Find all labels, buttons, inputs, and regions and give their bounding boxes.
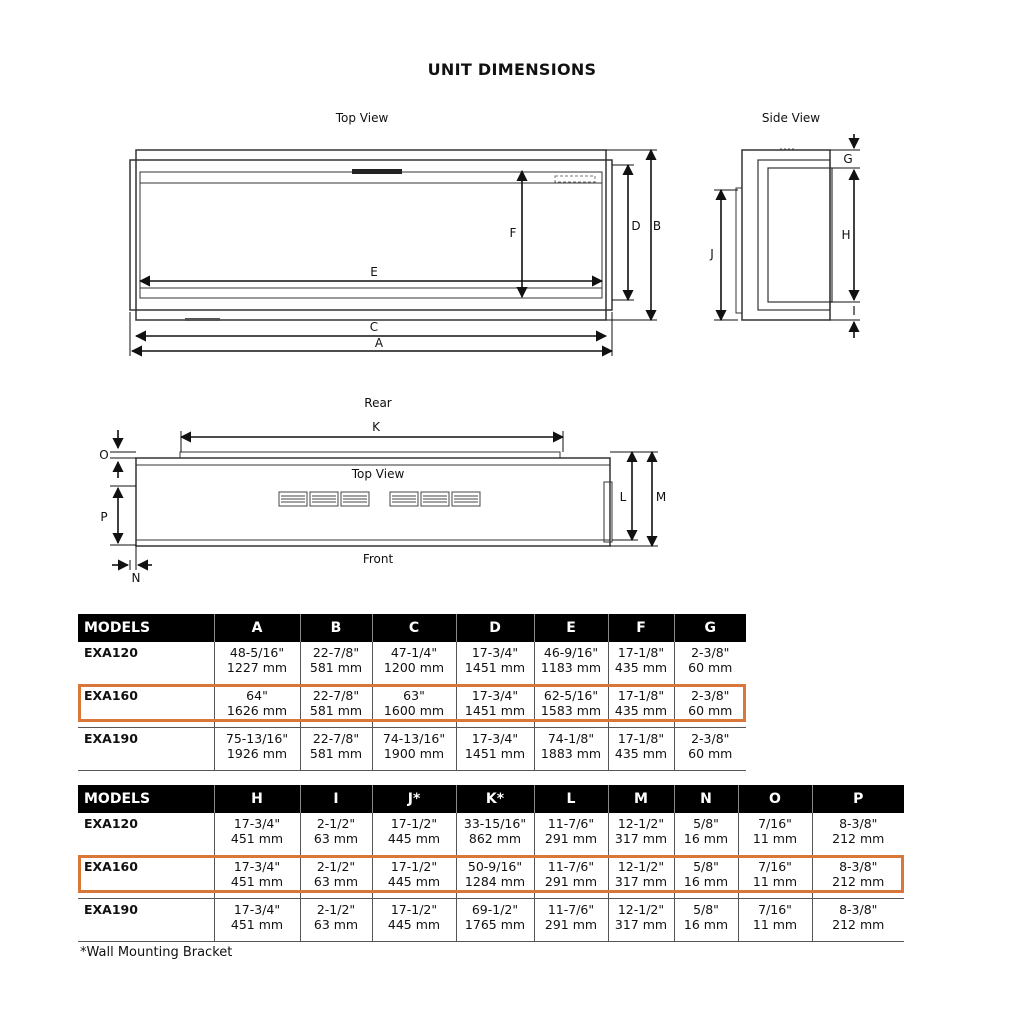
dimension-mm: 60 mm bbox=[688, 746, 733, 761]
dimension-cell bbox=[456, 813, 534, 856]
dimension-cell bbox=[214, 728, 300, 771]
dimension-mm: 1765 mm bbox=[464, 917, 526, 932]
dimension-cell bbox=[674, 856, 738, 899]
dimension-mm: 16 mm bbox=[683, 874, 729, 889]
dimension-inches: 11-7/6" bbox=[547, 902, 595, 917]
dim-label-I: I bbox=[852, 304, 856, 318]
dim-label-E: E bbox=[370, 265, 378, 279]
dimension-cell bbox=[456, 899, 534, 942]
dimension-inches: 2-3/8" bbox=[691, 731, 730, 746]
model-name: EXA120 bbox=[78, 813, 214, 856]
dimension-inches: 7/16" bbox=[758, 902, 792, 917]
front-label: Front bbox=[362, 552, 394, 566]
dimension-inches: 7/16" bbox=[758, 859, 792, 874]
dimension-mm: 1451 mm bbox=[464, 703, 526, 718]
dimension-inches: 22-7/8" bbox=[312, 645, 360, 660]
dimension-inches: 11-7/6" bbox=[547, 859, 595, 874]
dimension-inches: 8-3/8" bbox=[839, 902, 878, 917]
dimension-inches: 33-15/16" bbox=[463, 816, 527, 831]
dim-label-C: C bbox=[369, 320, 379, 334]
dimension-inches: 48-5/16" bbox=[229, 645, 285, 660]
dimension-cell bbox=[738, 899, 812, 942]
column-header: C bbox=[372, 614, 456, 642]
table-row bbox=[78, 728, 746, 771]
column-header: A bbox=[214, 614, 300, 642]
dim-label-A: A bbox=[374, 336, 384, 350]
dimension-cell bbox=[372, 642, 456, 685]
dimension-mm: 1626 mm bbox=[226, 703, 288, 718]
model-name: EXA120 bbox=[78, 642, 214, 685]
dimension-inches: 5/8" bbox=[693, 816, 719, 831]
dimension-inches: 2-1/2" bbox=[316, 902, 356, 917]
dimension-cell bbox=[608, 642, 674, 685]
side-view-label: Side View bbox=[761, 111, 821, 125]
dimension-cell bbox=[608, 856, 674, 899]
dimension-inches: 22-7/8" bbox=[312, 688, 360, 703]
dimension-inches: 75-13/16" bbox=[225, 731, 289, 746]
dimension-mm: 63 mm bbox=[313, 917, 359, 932]
dimension-cell bbox=[456, 642, 534, 685]
dimension-cell bbox=[674, 813, 738, 856]
dimension-mm: 63 mm bbox=[313, 874, 359, 889]
dimension-mm: 16 mm bbox=[683, 831, 729, 846]
dimension-inches: 64" bbox=[246, 688, 268, 703]
dimension-cell bbox=[674, 642, 746, 685]
dimension-cell bbox=[456, 685, 534, 728]
dimension-mm: 451 mm bbox=[230, 874, 284, 889]
dimension-cell bbox=[300, 728, 372, 771]
top-view-2-label: Top View bbox=[351, 467, 405, 481]
dimension-mm: 1200 mm bbox=[383, 660, 445, 675]
dimension-cell bbox=[456, 856, 534, 899]
dimension-inches: 12-1/2" bbox=[617, 859, 665, 874]
table-row bbox=[78, 685, 746, 728]
dimension-cell bbox=[608, 685, 674, 728]
dim-label-M: M bbox=[655, 490, 667, 504]
dimension-cell bbox=[300, 685, 372, 728]
column-header: D bbox=[456, 614, 534, 642]
dimension-mm: 1583 mm bbox=[540, 703, 602, 718]
dimension-mm: 1926 mm bbox=[226, 746, 288, 761]
table-row bbox=[78, 899, 904, 942]
dimension-mm: 291 mm bbox=[544, 874, 598, 889]
dimension-inches: 69-1/2" bbox=[471, 902, 519, 917]
dimension-cell bbox=[812, 856, 904, 899]
dimension-cell bbox=[300, 856, 372, 899]
dimension-inches: 17-3/4" bbox=[471, 731, 519, 746]
table-row bbox=[78, 856, 904, 899]
model-name: EXA160 bbox=[78, 856, 214, 899]
dimension-mm: 317 mm bbox=[614, 831, 668, 846]
dimension-inches: 17-3/4" bbox=[471, 645, 519, 660]
dimension-inches: 17-1/8" bbox=[617, 688, 665, 703]
dimension-inches: 2-3/8" bbox=[691, 645, 730, 660]
dimension-inches: 17-3/4" bbox=[233, 816, 281, 831]
dim-label-H: H bbox=[841, 228, 851, 242]
top-view-unit bbox=[130, 150, 612, 321]
dim-label-G: G bbox=[843, 152, 853, 166]
dimension-inches: 11-7/6" bbox=[547, 816, 595, 831]
model-name: EXA190 bbox=[78, 899, 214, 942]
models-column-header: MODELS bbox=[78, 785, 214, 813]
dimension-mm: 11 mm bbox=[752, 917, 798, 932]
dimension-cell bbox=[372, 728, 456, 771]
dimension-inches: 17-3/4" bbox=[233, 902, 281, 917]
dimension-mm: 1451 mm bbox=[464, 746, 526, 761]
dimension-inches: 17-1/2" bbox=[390, 859, 438, 874]
dimension-inches: 8-3/8" bbox=[839, 859, 878, 874]
table-header-row bbox=[78, 614, 746, 642]
dim-label-K: K bbox=[372, 420, 380, 434]
page-title: UNIT DIMENSIONS bbox=[427, 60, 597, 79]
dimension-cell bbox=[214, 813, 300, 856]
dimension-mm: 1227 mm bbox=[226, 660, 288, 675]
model-name: EXA190 bbox=[78, 728, 214, 771]
dimension-inches: 8-3/8" bbox=[839, 816, 878, 831]
dimension-mm: 60 mm bbox=[688, 703, 733, 718]
dimension-mm: 862 mm bbox=[468, 831, 522, 846]
dimension-cell bbox=[534, 642, 608, 685]
dimension-cell bbox=[456, 728, 534, 771]
dimension-mm: 317 mm bbox=[614, 917, 668, 932]
dimension-mm: 291 mm bbox=[544, 831, 598, 846]
dimension-cell bbox=[608, 813, 674, 856]
dimension-cell bbox=[534, 685, 608, 728]
dimension-inches: 63" bbox=[403, 688, 425, 703]
dimension-cell bbox=[534, 728, 608, 771]
dimension-mm: 317 mm bbox=[614, 874, 668, 889]
dimension-inches: 2-1/2" bbox=[316, 859, 356, 874]
top-view-label: Top View bbox=[335, 111, 389, 125]
dim-label-L: L bbox=[619, 490, 627, 504]
dimension-cell bbox=[738, 856, 812, 899]
dimension-mm: 435 mm bbox=[614, 703, 668, 718]
table-row bbox=[78, 642, 746, 685]
dimension-inches: 17-3/4" bbox=[233, 859, 281, 874]
dimension-mm: 212 mm bbox=[832, 874, 885, 889]
column-header: L bbox=[534, 785, 608, 813]
dimension-inches: 62-5/16" bbox=[543, 688, 599, 703]
dimension-mm: 435 mm bbox=[614, 746, 668, 761]
dimension-inches: 22-7/8" bbox=[312, 731, 360, 746]
dim-label-B: B bbox=[652, 219, 662, 233]
dimension-cell bbox=[812, 899, 904, 942]
dim-label-J: J bbox=[710, 247, 714, 261]
column-header: O bbox=[738, 785, 812, 813]
dimension-mm: 445 mm bbox=[387, 917, 441, 932]
dimension-inches: 12-1/2" bbox=[617, 816, 665, 831]
model-name: EXA160 bbox=[78, 685, 214, 728]
column-header: M bbox=[608, 785, 674, 813]
dimension-cell bbox=[534, 856, 608, 899]
dimension-inches: 17-3/4" bbox=[471, 688, 519, 703]
column-header: J* bbox=[372, 785, 456, 813]
dimensions-table-a-g bbox=[78, 614, 746, 771]
dimension-mm: 581 mm bbox=[309, 660, 363, 675]
dimension-cell bbox=[608, 728, 674, 771]
dimension-mm: 445 mm bbox=[387, 874, 441, 889]
dim-label-F: F bbox=[509, 226, 517, 240]
footnote: *Wall Mounting Bracket bbox=[80, 945, 233, 960]
column-header: N bbox=[674, 785, 738, 813]
dimension-inches: 47-1/4" bbox=[390, 645, 438, 660]
dimension-inches: 17-1/8" bbox=[617, 645, 665, 660]
models-column-header: MODELS bbox=[78, 614, 214, 642]
dimension-mm: 581 mm bbox=[309, 746, 363, 761]
dimension-cell bbox=[214, 899, 300, 942]
dimension-mm: 581 mm bbox=[309, 703, 363, 718]
dimension-mm: 445 mm bbox=[387, 831, 441, 846]
side-view-unit bbox=[736, 149, 832, 320]
column-header: E bbox=[534, 614, 608, 642]
dimension-cell bbox=[372, 813, 456, 856]
dimension-mm: 1284 mm bbox=[464, 874, 526, 889]
dimension-cell bbox=[812, 813, 904, 856]
rear-view-dimension-lines bbox=[110, 430, 658, 570]
dimension-cell bbox=[300, 899, 372, 942]
dimension-cell bbox=[300, 642, 372, 685]
column-header: P bbox=[812, 785, 904, 813]
dimension-cell bbox=[608, 899, 674, 942]
column-header: I bbox=[300, 785, 372, 813]
dimension-cell bbox=[674, 728, 746, 771]
top-view-dimension-lines bbox=[130, 150, 657, 356]
table-row bbox=[78, 813, 904, 856]
dimension-cell bbox=[738, 813, 812, 856]
dimension-inches: 7/16" bbox=[758, 816, 792, 831]
dimension-inches: 17-1/8" bbox=[617, 731, 665, 746]
rear-label: Rear bbox=[364, 396, 392, 410]
dimension-inches: 17-1/2" bbox=[390, 816, 438, 831]
column-header: F bbox=[608, 614, 674, 642]
dimension-mm: 212 mm bbox=[832, 831, 885, 846]
dimension-mm: 1600 mm bbox=[383, 703, 445, 718]
dim-label-N: N bbox=[131, 571, 141, 585]
dimension-cell bbox=[372, 856, 456, 899]
dimension-mm: 1900 mm bbox=[383, 746, 445, 761]
dimension-mm: 1183 mm bbox=[540, 660, 602, 675]
dimension-mm: 291 mm bbox=[544, 917, 598, 932]
dim-label-P: P bbox=[100, 510, 108, 524]
dimension-mm: 1883 mm bbox=[540, 746, 602, 761]
dimension-cell bbox=[214, 642, 300, 685]
dimension-mm: 212 mm bbox=[832, 917, 885, 932]
dimension-inches: 74-1/8" bbox=[547, 731, 595, 746]
dimension-mm: 435 mm bbox=[614, 660, 668, 675]
dimensions-table-h-p bbox=[78, 785, 904, 942]
table-header-row bbox=[78, 785, 904, 813]
dimension-cell bbox=[372, 685, 456, 728]
dimension-mm: 451 mm bbox=[230, 917, 284, 932]
dimension-inches: 12-1/2" bbox=[617, 902, 665, 917]
dimension-cell bbox=[674, 899, 738, 942]
column-header: G bbox=[674, 614, 746, 642]
dim-label-O: O bbox=[99, 448, 109, 462]
dimension-inches: 5/8" bbox=[693, 902, 719, 917]
dimension-cell bbox=[534, 899, 608, 942]
dimension-cell bbox=[372, 899, 456, 942]
dimension-cell bbox=[674, 685, 746, 728]
dimension-mm: 451 mm bbox=[230, 831, 284, 846]
column-header: K* bbox=[456, 785, 534, 813]
dimension-cell bbox=[214, 856, 300, 899]
dimension-mm: 16 mm bbox=[683, 917, 729, 932]
dimension-mm: 1451 mm bbox=[464, 660, 526, 675]
dimension-mm: 60 mm bbox=[688, 660, 733, 675]
dimension-inches: 46-9/16" bbox=[543, 645, 599, 660]
dimension-inches: 50-9/16" bbox=[467, 859, 523, 874]
column-header: H bbox=[214, 785, 300, 813]
dimension-inches: 2-3/8" bbox=[691, 688, 730, 703]
column-header: B bbox=[300, 614, 372, 642]
dimension-inches: 74-13/16" bbox=[382, 731, 446, 746]
dimension-mm: 11 mm bbox=[752, 874, 798, 889]
dimension-mm: 63 mm bbox=[313, 831, 359, 846]
dimension-mm: 11 mm bbox=[752, 831, 798, 846]
dim-label-D: D bbox=[631, 219, 641, 233]
dimension-cell bbox=[534, 813, 608, 856]
dimension-cell bbox=[300, 813, 372, 856]
dimension-inches: 2-1/2" bbox=[316, 816, 356, 831]
dimension-inches: 17-1/2" bbox=[390, 902, 438, 917]
dimension-cell bbox=[214, 685, 300, 728]
dimension-inches: 5/8" bbox=[693, 859, 719, 874]
